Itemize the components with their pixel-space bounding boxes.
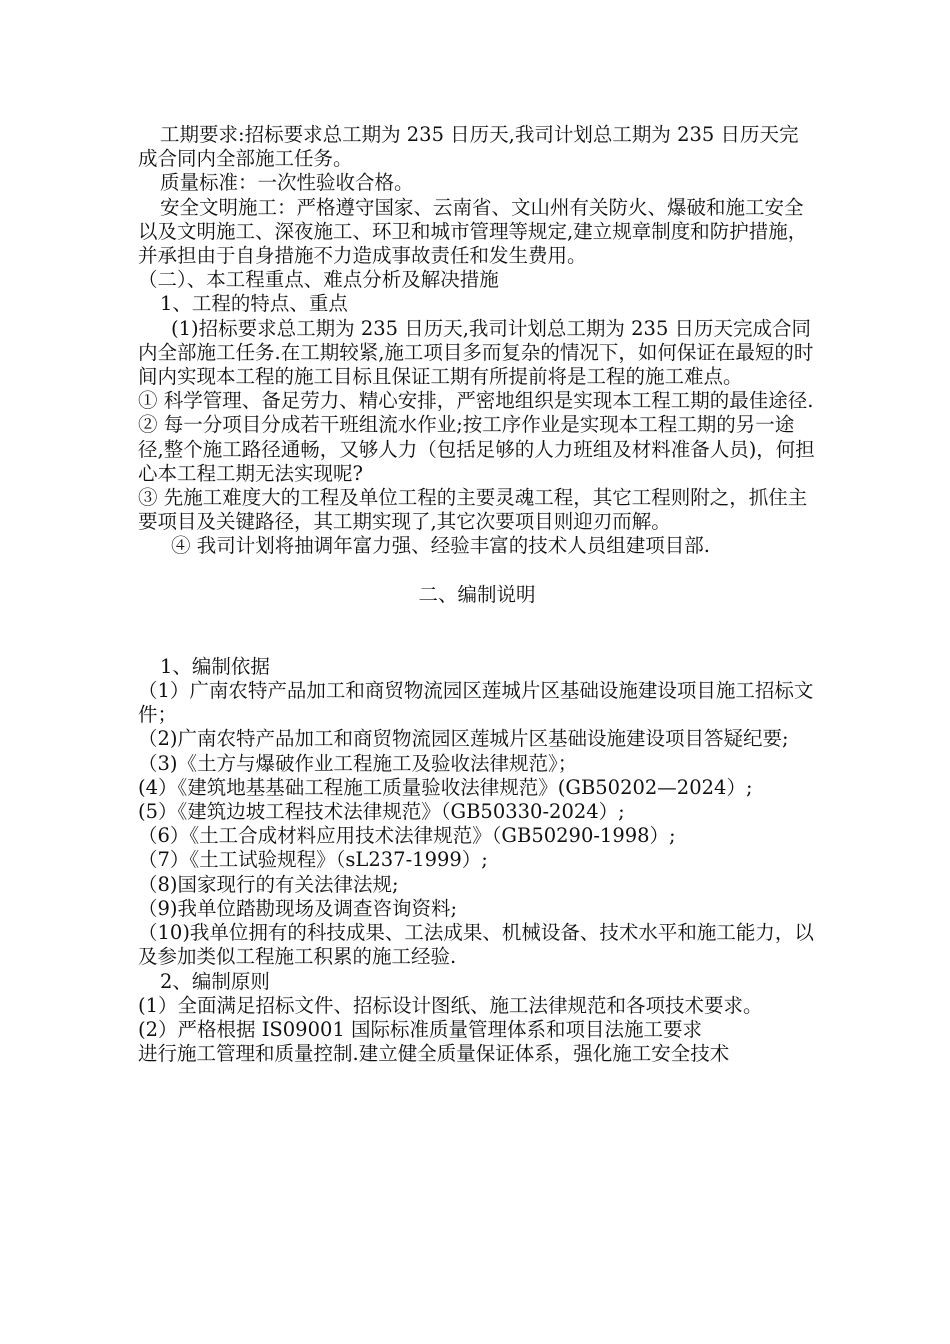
paragraph-basis-1: （1）广南农特产品加工和商贸物流园区莲城片区基础设施建设项目施工招标文件； <box>138 679 814 727</box>
paragraph-safety: 安全文明施工：严格遵守国家、云南省、文山州有关防火、爆破和施工安全以及文明施工、深夜施工、环卫和城市管理等规定,建立规章制度和防护措施，并承担由于自身措施不力造成事故责任和发生费用。 <box>138 195 808 268</box>
paragraph-feature-heading: 1、工程的特点、重点 <box>160 292 348 316</box>
paragraph-basis-8: （8)国家现行的有关法律法规; <box>138 872 399 896</box>
paragraph-basis-10: （10)我单位拥有的科技成果、工法成果、机械设备、技术水平和施工能力，以及参加类似工程施工积累的施工经验. <box>138 921 814 969</box>
paragraph-measure-1: ① 科学管理、备足劳力、精心安排，严密地组织是实现本工程工期的最佳途径. <box>138 389 814 413</box>
paragraph-principle-1: (1）全面满足招标文件、招标设计图纸、施工法律规范和各项技术要求。 <box>138 993 763 1017</box>
document-page <box>138 123 816 1066</box>
paragraph-heading-2: （二）、本工程重点、难点分析及解决措施 <box>138 268 499 292</box>
paragraph-principle-heading: 2、编制原则 <box>160 969 270 993</box>
paragraph-basis-heading: 1、编制依据 <box>160 654 270 678</box>
section-a <box>138 123 816 559</box>
paragraph-basis-9: （9)我单位踏勘现场及调查咨询资料; <box>138 896 458 920</box>
paragraph-principle-2: (2）严格根据 IS09001 国际标准质量管理体系和项目法施工要求 <box>138 1017 703 1041</box>
paragraph-measure-4: ④ 我司计划将抽调年富力强、经验丰富的技术人员组建项目部. <box>171 534 710 558</box>
section-b <box>138 655 816 1066</box>
paragraph-basis-2: （2)广南农特产品加工和商贸物流园区莲城片区基础设施建设项目答疑纪要; <box>138 727 789 751</box>
paragraph-basis-7: （7）《土工试验规程》（sL237-1999）; <box>138 848 488 872</box>
paragraph-feature-1: (1)招标要求总工期为 235 日历天,我司计划总工期为 235 日历天完成合同内全部施工任务.在工期较紧,施工项目多而复杂的情况下，如何保证在最短的时间内实现本工程的施工目标且保证工期有所提前将是工程的施工难点。 <box>138 316 814 389</box>
paragraph-quality: 质量标准：一次性验收合格。 <box>160 171 414 195</box>
paragraph-measure-2: ② 每一分项目分成若干班组流水作业;按工序作业是实现本工程工期的另一途径,整个施工路径通畅，又够人力（包括足够的人力班组及材料准备人员)，何担心本工程工期无法实现呢? <box>138 413 815 485</box>
paragraph-measure-3: ③ 先施工难度大的工程及单位工程的主要灵魂工程，其它工程则附之，抓住主要项目及关键路径，其工期实现了,其它次要项目则迎刃而解。 <box>138 486 808 534</box>
paragraph-basis-5: (5）《建筑边坡工程技术法律规范》（GB50330-2024）; <box>138 800 625 824</box>
paragraph-schedule: 工期要求:招标要求总工期为 235 日历天,我司计划总工期为 235 日历天完成合同内全部施工任务。 <box>138 123 799 171</box>
section-title: 二、编制说明 <box>418 582 536 606</box>
paragraph-basis-3: （3)《土方与爆破作业工程施工及验收法律规范》； <box>138 751 578 775</box>
paragraph-basis-6: （6）《土工合成材料应用技术法律规范》（GB50290-1998）; <box>138 824 676 848</box>
paragraph-basis-4: (4）《建筑地基基础工程施工质量验收法律规范》(GB50202—2024）; <box>138 775 753 799</box>
paragraph-principle-2-cont: 进行施工管理和质量控制.建立健全质量保证体系，强化施工安全技术 <box>138 1042 730 1066</box>
